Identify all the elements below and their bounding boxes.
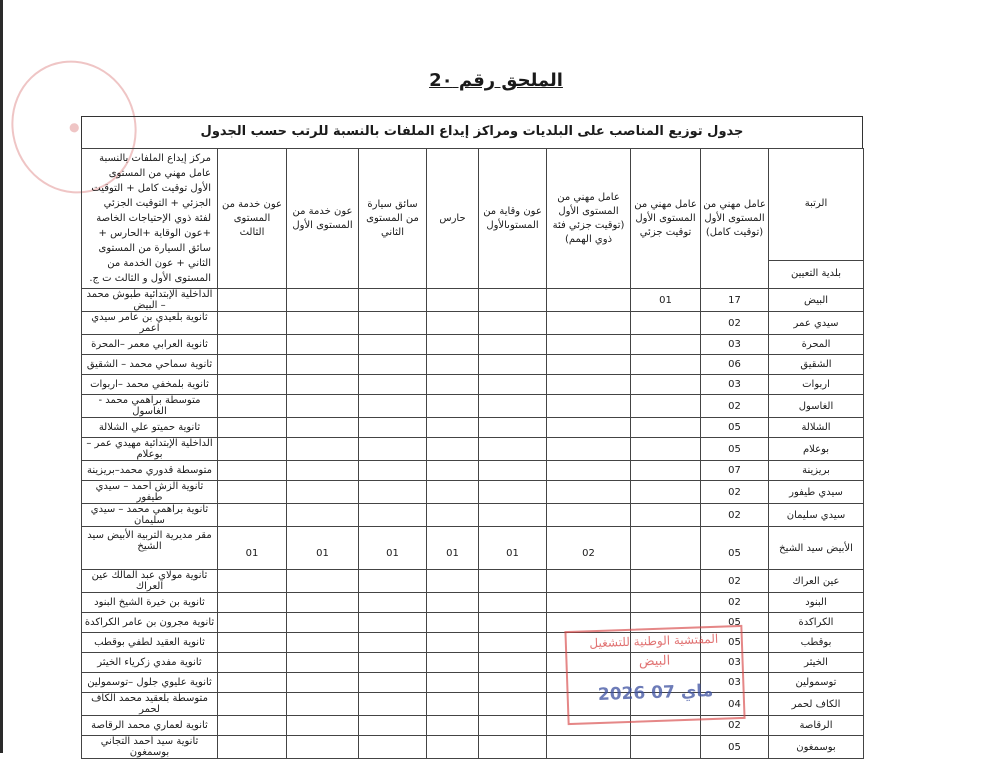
cell-col3	[547, 335, 631, 355]
cell-municipality: عين العراك	[769, 570, 864, 593]
cell-col3	[547, 438, 631, 461]
cell-col2	[631, 481, 701, 504]
cell-col8	[218, 312, 287, 335]
cell-col4	[479, 481, 547, 504]
cell-col8	[218, 481, 287, 504]
cell-col6: 01	[359, 527, 427, 570]
cell-col3	[547, 355, 631, 375]
table-row	[82, 395, 864, 418]
cell-center: متوسطة بلعقيد محمد الكاف لحمر	[82, 693, 218, 716]
cell-municipality: سيدي سليمان	[769, 504, 864, 527]
cell-center: ثانوية العرابي معمر –المحرة	[82, 335, 218, 355]
cell-col6	[359, 736, 427, 759]
cell-col6	[359, 438, 427, 461]
cell-col8: 01	[218, 527, 287, 570]
cell-col4	[479, 593, 547, 613]
cell-col3	[547, 736, 631, 759]
cell-municipality: بوقطب	[769, 633, 864, 653]
cell-col8	[218, 395, 287, 418]
cell-col1: 02	[701, 312, 769, 335]
cell-col2	[631, 504, 701, 527]
cell-col1: 03	[701, 335, 769, 355]
cell-col1: 05	[701, 527, 769, 570]
table-row	[82, 716, 864, 736]
cell-col1: 05	[701, 418, 769, 438]
cell-municipality: بوعلام	[769, 438, 864, 461]
cell-col3	[547, 418, 631, 438]
cell-municipality: البنود	[769, 593, 864, 613]
cell-col3	[547, 312, 631, 335]
cell-col3	[547, 593, 631, 613]
table-row	[82, 461, 864, 481]
annex-title: الملحق رقم 2٠	[429, 70, 563, 91]
cell-municipality: الكراكدة	[769, 613, 864, 633]
cell-col5	[427, 716, 479, 736]
stamp-line1: المفتشية الوطنية للتشغيل	[589, 631, 719, 651]
cell-center: الداخلية الإبتدائية طبوش محمد – البيض	[82, 289, 218, 312]
cell-col6	[359, 289, 427, 312]
cell-center: مقر مديرية التربية الأبيض سيد الشيخ	[82, 527, 218, 570]
table-row	[82, 653, 864, 673]
cell-col8	[218, 570, 287, 593]
cell-col1: 02	[701, 395, 769, 418]
header-col7: عون خدمة من المستوى الأول	[287, 149, 359, 289]
cell-col6	[359, 461, 427, 481]
cell-col1: 02	[701, 570, 769, 593]
cell-col4	[479, 312, 547, 335]
cell-col6	[359, 335, 427, 355]
table-row	[82, 504, 864, 527]
cell-municipality: الشقيق	[769, 355, 864, 375]
cell-municipality: البيض	[769, 289, 864, 312]
cell-col5	[427, 395, 479, 418]
cell-col2	[631, 736, 701, 759]
cell-col1: 03	[701, 653, 769, 673]
header-municipality: بلدية التعيين	[769, 260, 864, 288]
cell-col4	[479, 438, 547, 461]
header-rank: الرتبة	[769, 149, 864, 261]
cell-col3	[547, 461, 631, 481]
table-row	[82, 673, 864, 693]
table-row	[82, 438, 864, 461]
table-row	[82, 633, 864, 653]
cell-col5	[427, 289, 479, 312]
cell-col5	[427, 613, 479, 633]
cell-col2	[631, 418, 701, 438]
cell-col8	[218, 633, 287, 653]
cell-col3	[547, 481, 631, 504]
header-col5: حارس	[427, 149, 479, 289]
cell-col1: 17	[701, 289, 769, 312]
cell-col5	[427, 418, 479, 438]
cell-col2	[631, 570, 701, 593]
cell-col7	[287, 481, 359, 504]
cell-col2	[631, 355, 701, 375]
cell-center: ثانوية العقيد لطفي بوقطب	[82, 633, 218, 653]
header-col3: عامل مهني من المستوى الأول (توقيت جزئي فئة ذوي الهمم)	[547, 149, 631, 289]
cell-col7	[287, 736, 359, 759]
header-col2: عامل مهني من المستوى الأول توقيت جزئي	[631, 149, 701, 289]
cell-center: ثانوية بلمخفي محمد –اربوات	[82, 375, 218, 395]
cell-col8	[218, 653, 287, 673]
cell-col1: 02	[701, 593, 769, 613]
cell-col4	[479, 504, 547, 527]
cell-col4	[479, 693, 547, 716]
cell-col7	[287, 312, 359, 335]
cell-col8	[218, 461, 287, 481]
cell-col5: 01	[427, 527, 479, 570]
cell-col5	[427, 673, 479, 693]
cell-col1: 02	[701, 716, 769, 736]
header-col6: سائق سيارة من المستوى الثاني	[359, 149, 427, 289]
cell-col2	[631, 375, 701, 395]
cell-col7	[287, 633, 359, 653]
table-row	[82, 355, 864, 375]
cell-col4	[479, 613, 547, 633]
cell-municipality: سيدي طيفور	[769, 481, 864, 504]
cell-center: ثانوية مجرون بن عامر الكراكدة	[82, 613, 218, 633]
cell-municipality: اربوات	[769, 375, 864, 395]
cell-col5	[427, 653, 479, 673]
cell-municipality: توسمولين	[769, 673, 864, 693]
cell-center: ثانوية مولاي عبد المالك عين العراك	[82, 570, 218, 593]
cell-col6	[359, 481, 427, 504]
cell-col5	[427, 375, 479, 395]
cell-col7: 01	[287, 527, 359, 570]
cell-center: ثانوية سيد أحمد التجاني بوسمغون	[82, 736, 218, 759]
cell-col7	[287, 355, 359, 375]
cell-municipality: بريزينة	[769, 461, 864, 481]
faded-seal-stamp: ●	[0, 43, 155, 211]
cell-col8	[218, 335, 287, 355]
cell-col8	[218, 693, 287, 716]
cell-col1: 05	[701, 613, 769, 633]
cell-col5	[427, 312, 479, 335]
cell-col6	[359, 673, 427, 693]
cell-col2	[631, 312, 701, 335]
cell-col4	[479, 355, 547, 375]
stamp-line2: البيض	[638, 653, 671, 670]
cell-col5	[427, 481, 479, 504]
cell-col8	[218, 613, 287, 633]
cell-center: ثانوية حميتو علي الشلالة	[82, 418, 218, 438]
table-title: جدول توزيع المناصب على البلديات ومراكز إيداع الملفات بالنسبة للرتب حسب الجدول	[81, 116, 863, 148]
cell-col7	[287, 504, 359, 527]
cell-center: ثانوية سماحي محمد – الشقيق	[82, 355, 218, 375]
cell-col6	[359, 570, 427, 593]
cell-col4	[479, 633, 547, 653]
cell-col7	[287, 653, 359, 673]
cell-col4: 01	[479, 527, 547, 570]
cell-col8	[218, 438, 287, 461]
cell-col7	[287, 693, 359, 716]
cell-col2	[631, 527, 701, 570]
cell-col7	[287, 613, 359, 633]
cell-center: متوسطة براهمي محمد - الغاسول	[82, 395, 218, 418]
cell-col7	[287, 716, 359, 736]
header-col8: عون خدمة من المستوى الثالث	[218, 149, 287, 289]
cell-col3	[547, 570, 631, 593]
cell-col4	[479, 418, 547, 438]
cell-col6	[359, 395, 427, 418]
cell-col6	[359, 716, 427, 736]
cell-col1: 03	[701, 673, 769, 693]
cell-col3	[547, 504, 631, 527]
table-row	[82, 570, 864, 593]
cell-col6	[359, 613, 427, 633]
table-row	[82, 312, 864, 335]
table-row	[82, 481, 864, 504]
cell-col1: 06	[701, 355, 769, 375]
table-row	[82, 335, 864, 355]
cell-col5	[427, 633, 479, 653]
table-row	[82, 418, 864, 438]
cell-center: ثانوية بن خيرة الشيخ البنود	[82, 593, 218, 613]
cell-col4	[479, 461, 547, 481]
cell-col8	[218, 289, 287, 312]
cell-municipality: الخيثر	[769, 653, 864, 673]
cell-col2	[631, 461, 701, 481]
cell-col5	[427, 736, 479, 759]
cell-municipality: الرقاصة	[769, 716, 864, 736]
cell-col1: 02	[701, 504, 769, 527]
cell-col5	[427, 335, 479, 355]
cell-col8	[218, 673, 287, 693]
cell-col5	[427, 355, 479, 375]
cell-col6	[359, 504, 427, 527]
cell-col5	[427, 593, 479, 613]
cell-col4	[479, 289, 547, 312]
table-row	[82, 613, 864, 633]
cell-municipality: الغاسول	[769, 395, 864, 418]
cell-col4	[479, 335, 547, 355]
cell-col8	[218, 593, 287, 613]
table-row	[82, 375, 864, 395]
cell-col8	[218, 418, 287, 438]
cell-col6	[359, 593, 427, 613]
cell-col7	[287, 335, 359, 355]
cell-col8	[218, 504, 287, 527]
cell-col4	[479, 395, 547, 418]
cell-col3	[547, 289, 631, 312]
cell-col7	[287, 289, 359, 312]
cell-col5	[427, 461, 479, 481]
cell-col2	[631, 438, 701, 461]
cell-center: متوسطة قدوري محمد–بريزينة	[82, 461, 218, 481]
cell-col7	[287, 570, 359, 593]
cell-col1: 05	[701, 438, 769, 461]
table-row	[82, 736, 864, 759]
cell-center: ثانوية الزش أحمد – سيدي طيفور	[82, 481, 218, 504]
cell-center: ثانوية عليوي جلول –توسمولين	[82, 673, 218, 693]
page-edge	[0, 0, 3, 753]
header-col4: عون وقاية من المستوىالأول	[479, 149, 547, 289]
table-row	[82, 527, 864, 570]
cell-col8	[218, 716, 287, 736]
cell-col5	[427, 693, 479, 716]
cell-center: ثانوية لعماري محمد الرقاصة	[82, 716, 218, 736]
cell-municipality: سيدي عمر	[769, 312, 864, 335]
header-row	[82, 149, 864, 261]
cell-col1: 02	[701, 481, 769, 504]
cell-col6	[359, 633, 427, 653]
cell-center: ثانوية بلعيدي بن عامر سيدي اعمر	[82, 312, 218, 335]
cell-col5	[427, 504, 479, 527]
cell-col3	[547, 375, 631, 395]
cell-col4	[479, 653, 547, 673]
cell-col6	[359, 375, 427, 395]
cell-municipality: الشلالة	[769, 418, 864, 438]
positions-table	[81, 148, 864, 759]
cell-center: الداخلية الإبتدائية مهيدي عمر – بوعلام	[82, 438, 218, 461]
table-row	[82, 693, 864, 716]
cell-col6	[359, 418, 427, 438]
cell-col2	[631, 335, 701, 355]
cell-col6	[359, 312, 427, 335]
table-row	[82, 593, 864, 613]
cell-col2	[631, 395, 701, 418]
cell-municipality: الأبيض سيد الشيخ	[769, 527, 864, 570]
cell-col8	[218, 736, 287, 759]
header-center: مركز إيداع الملفات بالنسبة عامل مهني من المستوى الأول توقيت كامل + التوقيت الجزئي + التوقيت الجزئي لفئة ذوي الإحتياجات الخاصة +عون الوقاية +الحارس + سائق السيارة من المستوى الثاني + عون الخدمة من المستوى الأول و الثالث ت ج.	[82, 149, 218, 289]
cell-center: ثانوية مفدي زكرياء الخيثر	[82, 653, 218, 673]
cell-col7	[287, 375, 359, 395]
cell-col7	[287, 395, 359, 418]
cell-col6	[359, 355, 427, 375]
cell-municipality: بوسمغون	[769, 736, 864, 759]
header-col1: عامل مهني من المستوى الأول (توقيت كامل)	[701, 149, 769, 289]
cell-col7	[287, 461, 359, 481]
cell-municipality: الكاف لحمر	[769, 693, 864, 716]
table-body	[82, 289, 864, 759]
cell-col7	[287, 438, 359, 461]
cell-col4	[479, 570, 547, 593]
cell-col1: 05	[701, 736, 769, 759]
cell-col3	[547, 395, 631, 418]
cell-col6	[359, 653, 427, 673]
cell-col1: 05	[701, 633, 769, 653]
cell-col1: 04	[701, 693, 769, 716]
cell-col8	[218, 355, 287, 375]
cell-col7	[287, 673, 359, 693]
cell-col8	[218, 375, 287, 395]
cell-col6	[359, 693, 427, 716]
cell-col2: 01	[631, 289, 701, 312]
cell-col1: 07	[701, 461, 769, 481]
cell-col5	[427, 438, 479, 461]
cell-col4	[479, 716, 547, 736]
cell-municipality: المحرة	[769, 335, 864, 355]
cell-col4	[479, 375, 547, 395]
cell-col5	[427, 570, 479, 593]
cell-col7	[287, 593, 359, 613]
cell-col4	[479, 736, 547, 759]
cell-col4	[479, 673, 547, 693]
cell-center: ثانوية براهمي محمد – سيدي سليمان	[82, 504, 218, 527]
cell-col7	[287, 418, 359, 438]
cell-col2	[631, 593, 701, 613]
cell-col3: 02	[547, 527, 631, 570]
cell-col1: 03	[701, 375, 769, 395]
table-row	[82, 289, 864, 312]
official-stamp	[564, 625, 745, 725]
stamp-date: 2026 ماي 07	[597, 680, 714, 705]
